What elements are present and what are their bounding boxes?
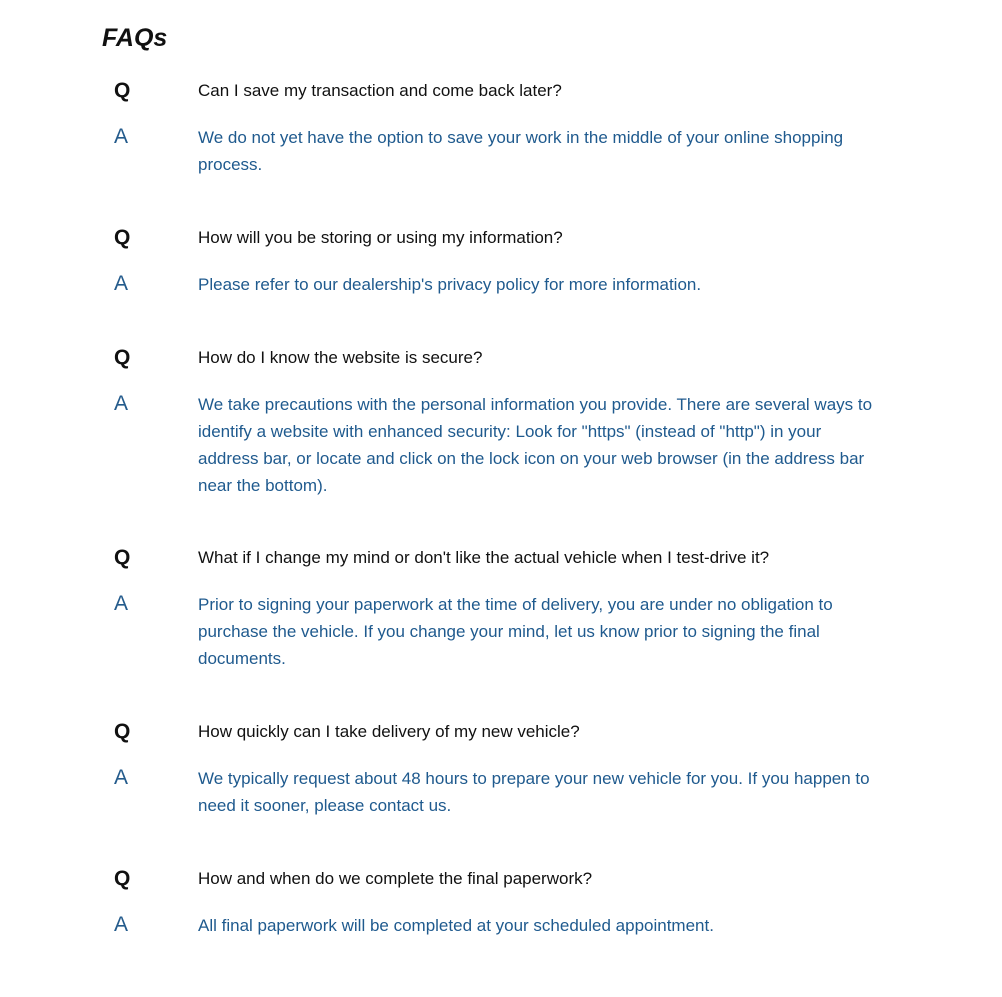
faq-answer: Please refer to our dealership's privacy policy for more information. — [198, 275, 702, 294]
faq-answer: We do not yet have the option to save your work in the middle of your online shopping process. — [198, 128, 844, 174]
answer-marker: A — [114, 392, 129, 415]
question-marker: Q — [114, 867, 131, 890]
question-marker: Q — [114, 546, 131, 569]
answer-marker: A — [114, 913, 129, 936]
faq-question: What if I change my mind or don't like the actual vehicle when I test-drive it? — [198, 548, 770, 567]
faq-answer: We typically request about 48 hours to prepare your new vehicle for you. If you happen to need it sooner, please contact us. — [198, 769, 870, 815]
faq-question: Can I save my transaction and come back later? — [198, 81, 562, 100]
question-marker: Q — [114, 79, 131, 102]
answer-marker: A — [114, 272, 129, 295]
faq-answer: All final paperwork will be completed at your scheduled appointment. — [198, 916, 714, 935]
faq-question: How will you be storing or using my information? — [198, 228, 563, 247]
question-marker: Q — [114, 226, 131, 249]
question-marker: Q — [114, 346, 131, 369]
answer-marker: A — [114, 766, 129, 789]
answer-marker: A — [114, 592, 129, 615]
faq-question: How quickly can I take delivery of my new vehicle? — [198, 722, 580, 741]
faq-answer: We take precautions with the personal information you provide. There are several ways to identify a website with enhanced security: Look for "https" (instead of "http") in your address bar, or locate and click on the lock icon on your web browser (in the address bar near the bottom). — [198, 395, 873, 495]
page-title: FAQs — [102, 24, 168, 52]
answer-marker: A — [114, 125, 129, 148]
question-marker: Q — [114, 720, 131, 743]
faq-question: How and when do we complete the final paperwork? — [198, 869, 593, 888]
faq-question: How do I know the website is secure? — [198, 348, 483, 367]
faq-answer: Prior to signing your paperwork at the time of delivery, you are under no obligation to purchase the vehicle. If you change your mind, let us know prior to signing the final documents. — [198, 595, 833, 668]
